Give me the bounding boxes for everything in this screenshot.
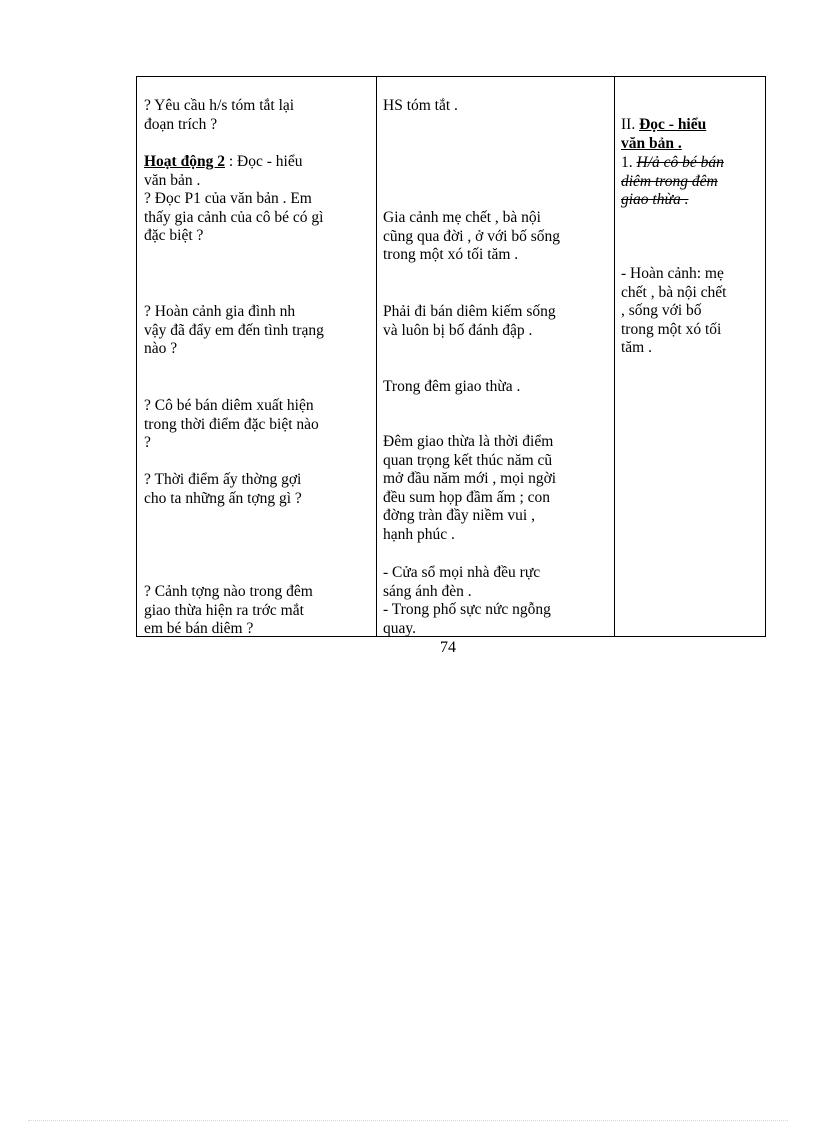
answer-circumstance: Phải đi bán diêm kiếm sống và luôn bị bố đánh đập . [383, 303, 556, 339]
question-summary: ? Yêu cầu h/s tóm tắt lại đoạn trích ? [144, 97, 295, 133]
answer-impressions: Đêm giao thừa là thời điểm quan trọng kết thúc năm cũ mở đầu năm mới , mọi ngời đều sum họp đầm ấm ; con đờng tràn đầy niềm vui , hạnh phúc . [383, 433, 557, 543]
student-activity-column [377, 77, 615, 636]
content-column [615, 77, 765, 636]
activity-title: Hoạt động 2 [144, 153, 225, 170]
question-scene: ? Cảnh tợng nào trong đêm giao thừa hiện ra trớc mắt em bé bán diêm ? [144, 583, 313, 637]
answer-special-time: Trong đêm giao thừa . [383, 378, 521, 395]
lesson-table [136, 76, 766, 637]
activity-2-heading: Hoạt động 2 : Đọc - hiểu văn bản . [144, 153, 303, 189]
question-impressions: ? Thời điểm ấy thờng gợi cho ta những ấn tợng gì ? [144, 471, 302, 507]
question-family-situation: ? Đọc P1 của văn bản . Em thấy gia cảnh của cô bé có gì đặc biệt ? [144, 190, 324, 244]
subsection-heading: 1. H/ả cô bé bán diêm trong đêm giao thừa . [621, 154, 724, 208]
answer-summary: HS tóm tắt . [383, 97, 458, 114]
question-circumstance: ? Hoàn cảnh gia đình nh vậy đã đẩy em đến tình trạng nào ? [144, 303, 324, 357]
page-number: 74 [440, 639, 456, 656]
circumstance-note: - Hoàn cảnh: mẹ chết , bà nội chết , sống với bố trong một xó tối tăm . [621, 265, 727, 356]
answer-scene: - Cửa sổ mọi nhà đều rực sáng ánh đèn . - Trong phố sực nức ngỗng quay. [383, 564, 551, 637]
section-heading: II. Đọc - hiểu văn bản . [621, 116, 707, 152]
footer-divider [28, 1120, 788, 1121]
question-special-time: ? Cô bé bán diêm xuất hiện trong thời điểm đặc biệt nào ? [144, 397, 319, 451]
teacher-activity-column [137, 77, 377, 636]
answer-family-situation: Gia cảnh mẹ chết , bà nội cũng qua đời , ở với bố sống trong một xó tối tăm . [383, 209, 560, 263]
